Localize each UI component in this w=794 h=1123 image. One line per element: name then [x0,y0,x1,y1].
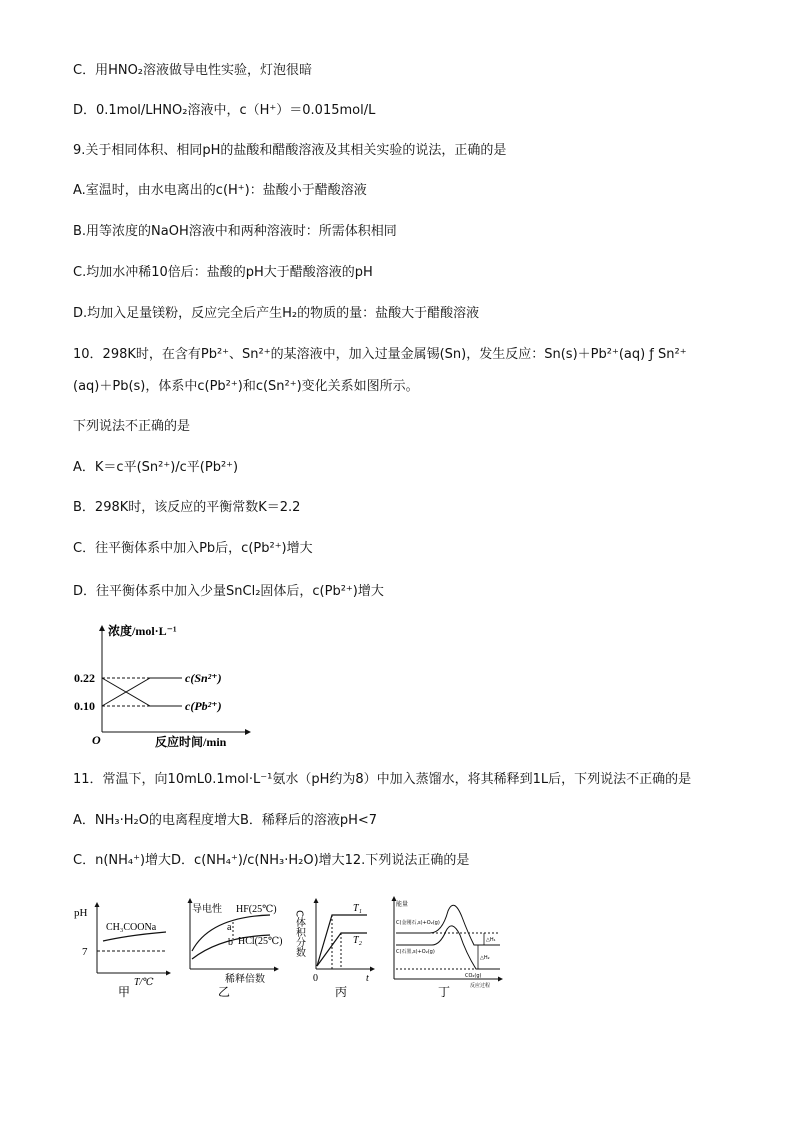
bing-y-label: C体积分数 [293,910,305,957]
jia-x-label: T/℃ [134,977,154,988]
yi-point-a: a [227,922,232,933]
ding-y-label: 能量 [396,901,409,908]
bing-t2-label: T₂ [353,935,363,946]
series-label: c(Sn²⁺) [185,671,222,685]
bing-x-label: t [366,973,369,984]
ding-diamond-label: C(金刚石,s)+O₂(g) [396,920,440,926]
question-10-stem-cont: (aq)＋Pb(s)，体系中c(Pb²⁺)和c(Sn²⁺)变化关系如图所示。 [73,379,419,394]
y-tick-label: 0.22 [74,671,95,685]
option-d-hno2-concentration: D．0.1mol/LHNO₂溶液中，c（H⁺）＝0.015mol/L [73,103,376,118]
question-10-option-d: D．往平衡体系中加入少量SnCl₂固体后，c(Pb²⁺)增大 [73,584,384,599]
question-10-option-a: A．K＝c平(Sn²⁺)/c平(Pb²⁺) [73,460,239,475]
ding-x-label: 反应过程 [470,983,491,989]
jia-ytick-7: 7 [82,946,88,958]
question-10-option-c: C．往平衡体系中加入Pb后，c(Pb²⁺)增大 [73,541,313,556]
question-10-prompt: 下列说法不正确的是 [73,419,191,434]
chart-bing [294,899,375,998]
ding-graphite-label: C(石墨,s)+O₂(g) [396,949,435,955]
ding-caption: 丁 [438,985,451,998]
yi-y-label: 导电性 [192,904,222,915]
jia-caption: 甲 [118,985,131,998]
question-9-stem: 9.关于相同体积、相同pH的盐酸和醋酸溶液及其相关实验的说法，正确的是 [73,143,507,158]
chart-yi [190,899,283,998]
question-9-option-c: C.均加水冲稀10倍后：盐酸的pH大于醋酸溶液的pH [73,265,373,280]
ding-dh1-label: △H₁ [486,937,496,943]
concentration-time-chart [72,620,272,750]
yi-caption: 乙 [218,985,231,998]
jia-curve [103,932,166,941]
y-axis-label: 浓度/mol·L⁻¹ [108,624,177,638]
question-10-stem: 10．298K时，在含有Pb²⁺、Sn²⁺的某溶液中，加入过量金属锡(Sn)，发生反应：Sn(s)＋Pb²⁺(aq) ƒ Sn²⁺ [73,347,687,362]
ding-co2-label: CO₂(g) [465,973,482,979]
question-9-option-a: A.室温时，由水电离出的c(H⁺)：盐酸小于醋酸溶液 [73,183,367,198]
yi-x-label: 稀释倍数 [225,974,265,985]
yi-point-b: b [228,937,233,948]
question-9-option-d: D.均加入足量镁粉，反应完全后产生H₂的物质的量：盐酸大于醋酸溶液 [73,306,480,321]
bing-origin: 0 [313,973,318,984]
y-tick-label: 0.10 [74,699,95,713]
jia-series-label: CH₃COONa [106,922,157,933]
origin-label: O [92,733,101,747]
figure-row-q12 [70,893,510,998]
series-label: c(Pb²⁺) [185,699,222,713]
question-11-options-ab: A．NH₃·H₂O的电离程度增大B．稀释后的溶液pH<7 [73,813,378,828]
yi-hcl-label: HCl(25℃) [238,936,283,947]
question-11-stem: 11．常温下，向10mL0.1mol·L⁻¹氨水（pH约为8）中加入蒸馏水，将其稀释到1L后，下列说法不正确的是 [73,772,692,787]
question-11-options-cd-and-q12: C．n(NH₄⁺)增大D．c(NH₄⁺)/c(NH₃·H₂O)增大12.下列说法正确的是 [73,853,470,868]
yi-hf-label: HF(25℃) [236,904,277,915]
bing-caption: 丙 [335,985,348,998]
x-axis-label: 反应时间/min [155,735,227,749]
option-c-hno2-conductivity: C．用HNO₂溶液做导电性实验，灯泡很暗 [73,63,313,78]
chart-ding [394,897,502,998]
ding-dh2-label: △H₂ [480,955,490,961]
chart-jia [74,903,170,998]
question-9-option-b: B.用等浓度的NaOH溶液中和两种溶液时：所需体积相同 [73,224,397,239]
bing-t1-label: T₁ [353,903,363,914]
jia-y-label: pH [74,907,88,919]
ding-graphite-curve [396,926,500,969]
question-10-option-b: B．298K时，该反应的平衡常数K＝2.2 [73,500,301,515]
